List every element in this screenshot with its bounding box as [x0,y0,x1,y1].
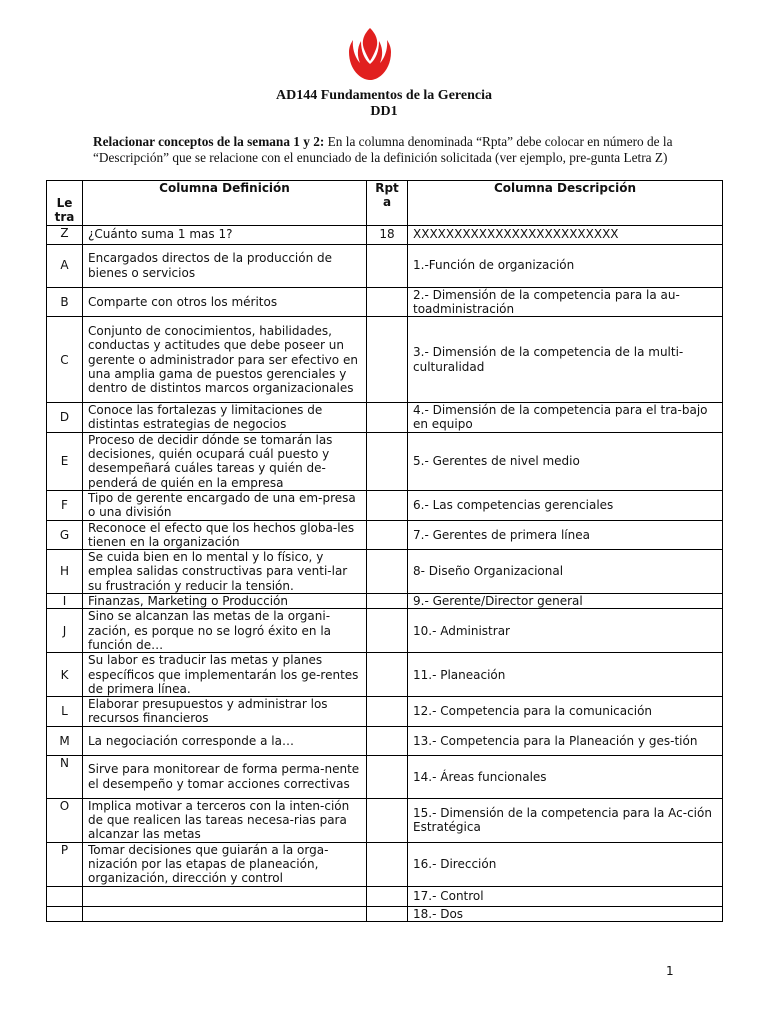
row-description: 1.-Función de organización [408,244,723,287]
document-subtitle: DD1 [370,104,398,119]
row-letter: O [47,798,83,842]
row-letter: B [47,287,83,317]
table-row [47,403,723,433]
header-rpta: Rpt a [367,181,408,226]
row-definition: Sino se alcanzan las metas de la organi-zación, es porque no se logró éxito en la función de… [83,609,367,653]
row-definition: Implica motivar a terceros con la inten-ción de que realicen las tareas necesa-rias para alcanzar las metas [83,798,367,842]
table-row [47,886,723,906]
answer-cell[interactable] [367,432,408,490]
answer-cell[interactable] [367,490,408,520]
table-row [47,225,723,244]
answer-cell[interactable] [367,653,408,697]
answer-cell[interactable] [367,906,408,921]
table-row [47,594,723,609]
course-title: AD144 Fundamentos de la Gerencia [276,88,492,103]
row-description: 12.- Competencia para la comunicación [408,697,723,727]
answer-cell[interactable] [367,726,408,755]
table-row [47,317,723,403]
row-definition: Tipo de gerente encargado de una em-presa o una división [83,490,367,520]
row-definition: Se cuida bien en lo mental y lo físico, y emplea salidas constructivas para venti-lar su frustración y reducir la tensión. [83,550,367,594]
table-row [47,726,723,755]
row-definition: Conjunto de conocimientos, habilidades, conductas y actitudes que debe poseer un gerente o administrador para ser efectivo en una amplia gama de puestos gerenciales y dentro de distintos marcos organizacionales [83,317,367,403]
row-letter: N [47,755,83,798]
answer-cell[interactable] [367,594,408,609]
row-letter: J [47,609,83,653]
table-row [47,550,723,594]
row-description: XXXXXXXXXXXXXXXXXXXXXXXXX [408,225,723,244]
row-description: 16.- Dirección [408,842,723,886]
page-number: 1 [666,964,674,978]
header-descripcion: Columna Descripción [408,181,723,226]
row-description: 17.- Control [408,886,723,906]
row-definition [83,906,367,921]
table-header-row [47,181,723,226]
table-row [47,432,723,490]
answer-cell[interactable] [367,609,408,653]
row-description: 2.- Dimensión de la competencia para la au-toadministración [408,287,723,317]
answer-cell[interactable] [367,798,408,842]
row-description: 15.- Dimensión de la competencia para la Ac-ción Estratégica [408,798,723,842]
row-definition: Reconoce el efecto que los hechos globa-les tienen en la organización [83,520,367,550]
answer-cell[interactable] [367,287,408,317]
table-row [47,244,723,287]
row-description: 14.- Áreas funcionales [408,755,723,798]
row-letter: H [47,550,83,594]
table-row [47,842,723,886]
table-row [47,609,723,653]
row-definition: Sirve para monitorear de forma perma-nente el desempeño y tomar acciones correctivas [83,755,367,798]
row-letter: L [47,697,83,727]
table-row [47,287,723,317]
row-description: 9.- Gerente/Director general [408,594,723,609]
row-letter: K [47,653,83,697]
row-description: 18.- Dos [408,906,723,921]
row-letter: P [47,842,83,886]
answer-cell[interactable] [367,697,408,727]
row-definition: Su labor es traducir las metas y planes específicos que implementarán los ge-rentes de primera línea. [83,653,367,697]
instructions-text: En la columna denominada “Rpta” debe colocar en número de la “Descripción” que se relacione con el enunciado de la definición solicitada (ver ejemplo, pre-gunta Letra Z) [93,134,673,165]
instructions-heading: Relacionar conceptos de la semana 1 y 2: [93,134,325,149]
row-description: 7.- Gerentes de primera línea [408,520,723,550]
row-letter: M [47,726,83,755]
row-letter [47,886,83,906]
row-letter: D [47,403,83,433]
table-row [47,490,723,520]
row-letter: A [47,244,83,287]
answer-cell[interactable] [367,317,408,403]
row-letter: F [47,490,83,520]
row-description: 10.- Administrar [408,609,723,653]
row-definition: ¿Cuánto suma 1 mas 1? [83,225,367,244]
header-letra: Le tra [47,181,83,226]
table-row [47,520,723,550]
answer-cell[interactable] [367,755,408,798]
row-definition: Comparte con otros los méritos [83,287,367,317]
answer-cell[interactable] [367,886,408,906]
row-description: 13.- Competencia para la Planeación y ges-tión [408,726,723,755]
answer-cell[interactable] [367,244,408,287]
row-definition: Finanzas, Marketing o Producción [83,594,367,609]
row-description: 3.- Dimensión de la competencia de la multi-culturalidad [408,317,723,403]
table-row [47,653,723,697]
table-row [47,755,723,798]
row-definition: Tomar decisiones que guiarán a la orga-nización por las etapas de planeación, organización, dirección y control [83,842,367,886]
instructions [93,134,693,165]
row-description: 8- Diseño Organizacional [408,550,723,594]
row-definition: La negociación corresponde a la… [83,726,367,755]
table-row [47,697,723,727]
row-definition: Elaborar presupuestos y administrar los recursos financieros [83,697,367,727]
row-letter: Z [47,225,83,244]
row-letter: C [47,317,83,403]
row-letter: I [47,594,83,609]
row-description: 5.- Gerentes de nivel medio [408,432,723,490]
row-definition: Proceso de decidir dónde se tomarán las decisiones, quién ocupará cuál puesto y desempeñará cuáles tareas y quién de-penderá de quién en la empresa [83,432,367,490]
university-logo [343,26,397,82]
row-definition: Encargados directos de la producción de bienes o servicios [83,244,367,287]
row-description: 4.- Dimensión de la competencia para el tra-bajo en equipo [408,403,723,433]
answer-cell[interactable] [367,550,408,594]
row-description: 11.- Planeación [408,653,723,697]
matching-table [46,180,723,922]
row-definition: Conoce las fortalezas y limitaciones de distintas estrategias de negocios [83,403,367,433]
row-definition [83,886,367,906]
answer-cell[interactable]: 18 [367,225,408,244]
row-description: 6.- Las competencias gerenciales [408,490,723,520]
answer-cell[interactable] [367,842,408,886]
row-letter [47,906,83,921]
header-definicion: Columna Definición [83,181,367,226]
table-row [47,906,723,921]
row-letter: G [47,520,83,550]
row-letter: E [47,432,83,490]
table-row [47,798,723,842]
answer-cell[interactable] [367,520,408,550]
answer-cell[interactable] [367,403,408,433]
